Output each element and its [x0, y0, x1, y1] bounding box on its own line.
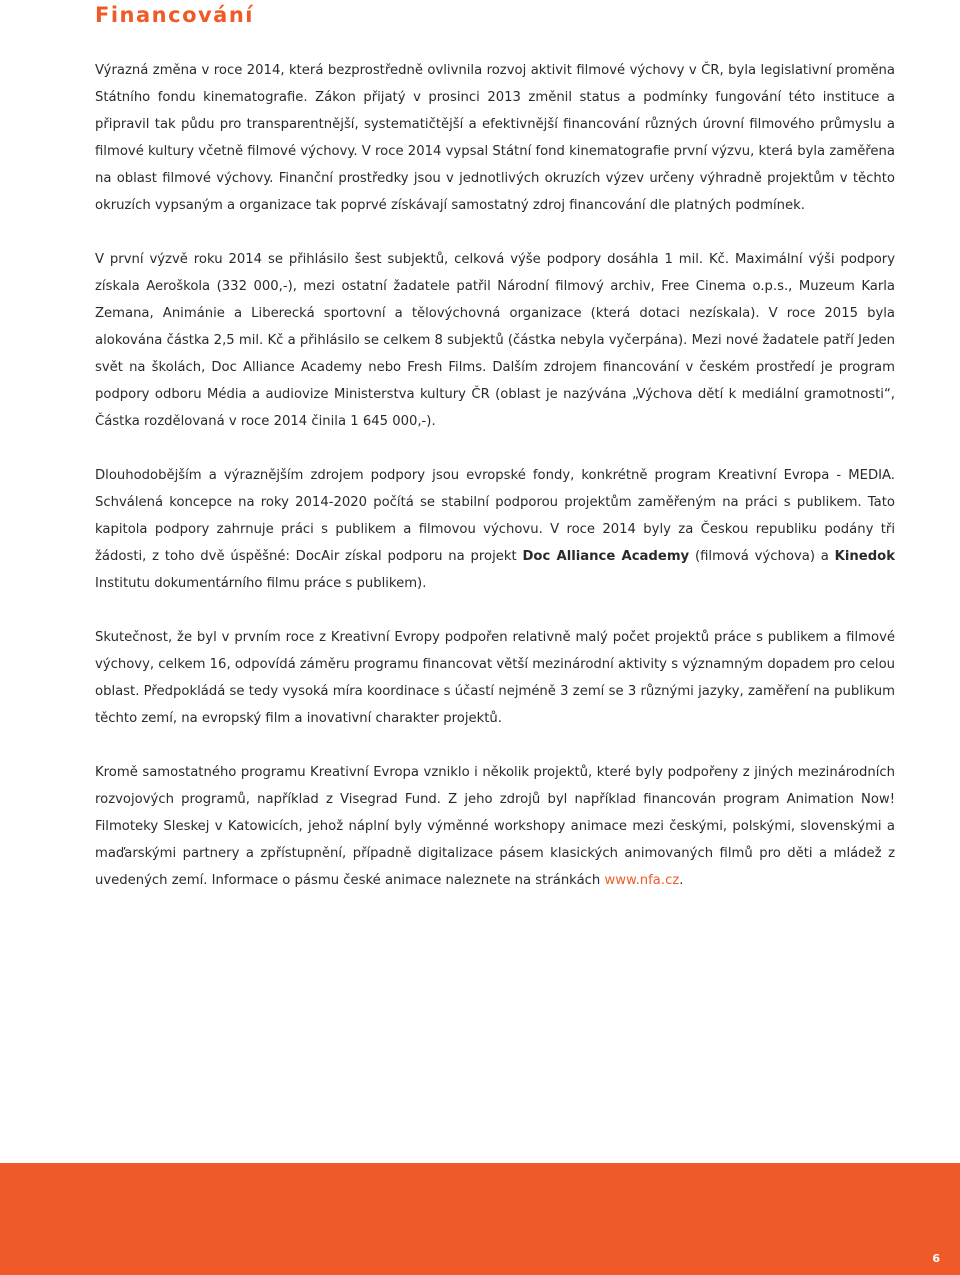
article-body: [95, 57, 895, 921]
paragraph-3-text-a: Dlouhodobějším a výraznějším zdrojem podpory jsou evropské fondy, konkrétně program Kreativní Evropa - MEDIA. Schválená koncepce na roky 2014-2020 počítá se stabilní podporou projektům zaměřeným na práci s publikem. Tato kapitola podpory zahrnuje práci s publikem a filmovou výchovu. V roce 2014 byly za Českou republiku podány tři žádosti, z toho dvě úspěšné: DocAir získal podporu na projekt: [95, 468, 895, 564]
paragraph-4: Skutečnost, že byl v prvním roce z Kreativní Evropy podpořen relativně malý počet projektů práce s publikem a filmové výchovy, celkem 16, odpovídá záměru programu financovat větší mezinárodní aktivity s významným dopadem pro celou oblast. Předpokládá se tedy vysoká míra koordinace s účastí nejméně 3 zemí se 3 různými jazyky, zaměření na publikum těchto zemí, na evropský film a inovativní charakter projektů.: [95, 630, 895, 726]
paragraph-3-text-b: (filmová výchova) a: [689, 549, 835, 564]
paragraph-3-text-c: Institutu dokumentárního filmu práce s publikem).: [95, 576, 427, 591]
paragraph-5: [95, 759, 895, 894]
nfa-link[interactable]: www.nfa.cz: [604, 873, 680, 888]
paragraph-1: Výrazná změna v roce 2014, která bezprostředně ovlivnila rozvoj aktivit filmové výchovy v ČR, byla legislativní proměna Státního fondu kinematografie. Zákon přijatý v prosinci 2013 změnil status a podmínky fungování této instituce a připravil tak půdu pro transparentnější, systematičtější a efektivnější financování různých úrovní filmového průmyslu a filmové kultury včetně filmové výchovy. V roce 2014 vypsal Státní fond kinematografie první výzvu, která byla zaměřena na oblast filmové výchovy. Finanční prostředky jsou v jednotlivých okruzích výzev určeny výhradně projektům v těchto okruzích vypsaným a organizace tak poprvé získávají samostatný zdroj financování dle platných podmínek.: [95, 63, 895, 213]
page-title: Financování: [95, 3, 254, 27]
kinedok-bold: Kinedok: [834, 549, 895, 564]
doc-alliance-academy-bold: Doc Alliance Academy: [522, 549, 690, 564]
footer-bar: [0, 1163, 960, 1275]
paragraph-5-text-a: Kromě samostatného programu Kreativní Evropa vzniklo i několik projektů, které byly podpořeny z jiných mezinárodních rozvojových programů, například z Visegrad Fund. Z jeho zdrojů byl například financován program Animation Now! Filmoteky Sleskej v Katowicích, jehož náplní byly výměnné workshopy animace mezi českými, polskými, slovenskými a maďarskými partnery a zpřístupnění, případně digitalizace pásem klasických animovaných filmů pro děti a mládež z uvedených zemí. Informace o pásmu české animace naleznete na stránkách: [95, 765, 895, 888]
paragraph-3: [95, 462, 895, 597]
paragraph-5-text-b: .: [679, 873, 684, 888]
page-number: 6: [932, 1252, 940, 1265]
paragraph-2: V první výzvě roku 2014 se přihlásilo šest subjektů, celková výše podpory dosáhla 1 mil. Kč. Maximální výši podpory získala Aeroškola (332 000,-), mezi ostatní žadatele patřil Národní filmový archiv, Free Cinema o.p.s., Muzeum Karla Zemana, Animánie a Liberecká sportovní a tělovýchovná organizace (která dotaci nezískala). V roce 2015 byla alokována částka 2,5 mil. Kč a přihlásilo se celkem 8 subjektů (částka nebyla vyčerpána). Mezi nové žadatele patří Jeden svět na školách, Doc Alliance Academy nebo Fresh Films. Dalším zdrojem financování v českém prostředí je program podpory odboru Média a audiovize Ministerstva kultury ČR (oblast je nazývána „Výchova dětí k mediální gramotnosti“, Částka rozdělovaná v roce 2014 činila 1 645 000,-).: [95, 252, 895, 429]
